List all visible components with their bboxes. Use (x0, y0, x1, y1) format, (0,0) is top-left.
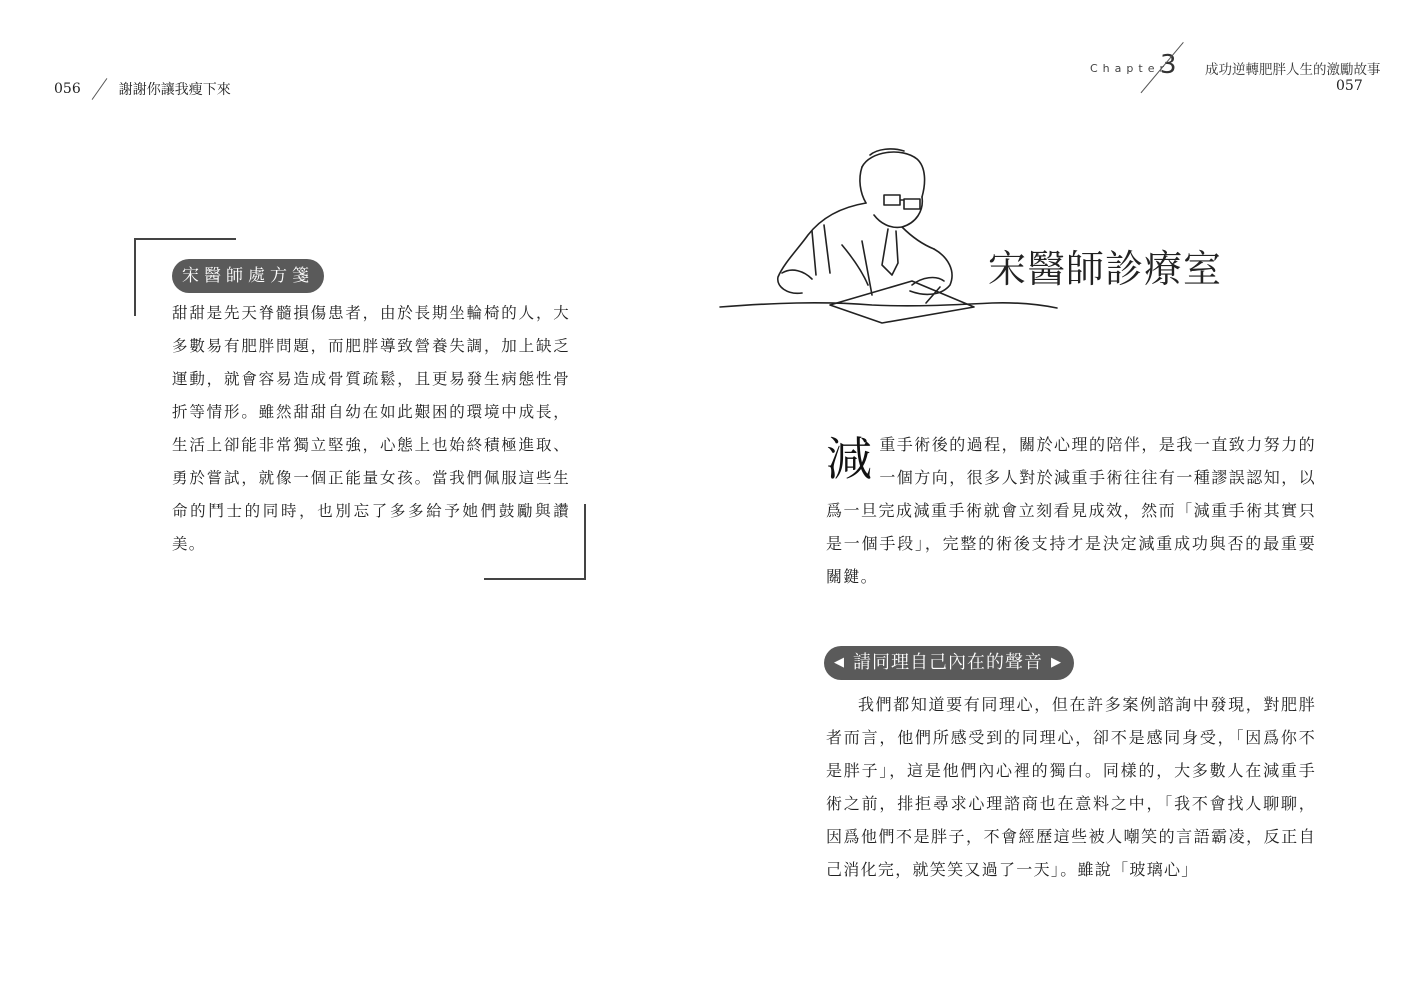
clinic-title: 宋醫師診療室 (988, 247, 1223, 291)
left-triangle-icon: ◀ (834, 655, 845, 670)
prescription-text-block (172, 297, 570, 561)
book-title: 謝謝你讓我瘦下來 (118, 82, 231, 98)
right-triangle-icon: ▶ (1051, 655, 1062, 670)
box-corner-top-left (134, 238, 236, 240)
box-corner-top-left-vertical (134, 238, 136, 316)
box-corner-bottom-right-vertical (584, 504, 586, 580)
header-divider (89, 78, 111, 100)
chapter-word: Chapter (1090, 62, 1169, 75)
left-page-number: 056 (54, 81, 81, 97)
prescription-text: 甜甜是先天脊髓損傷患者，由於長期坐輪椅的人，大多數易有肥胖問題，而肥胖導致營養失調，加上缺乏運動，就會容易造成骨質疏鬆，且更易發生病態性骨折等情形。雖然甜甜自幼在如此艱困的環境中成長，生活上卻能非常獨立堅強，心態上也始終積極進取、勇於嘗試，就像一個正能量女孩。當我們佩服這些生命的鬥士的同時，也別忘了多多給予她們鼓勵與讚美。 (172, 304, 570, 553)
box-corner-bottom-right (484, 578, 586, 580)
drop-cap: 減 (826, 432, 874, 486)
section-body (826, 688, 1316, 886)
section-heading (824, 646, 1074, 680)
intro-text: 重手術後的過程，關於心理的陪伴，是我一直致力努力的一個方向，很多人對於減重手術往往有一種謬誤認知，以爲一旦完成減重手術就會立刻看見成效，然而「減重手術其實只是一個手段」，完整的術後支持才是決定減重成功與否的最重要關鍵。 (826, 435, 1316, 586)
chapter-title: 成功逆轉肥胖人生的激勵故事 (1205, 62, 1381, 78)
right-page-number: 057 (1336, 78, 1363, 94)
prescription-label: 宋醫師處方箋 (172, 259, 324, 293)
section-heading-text: 請同理自己內在的聲音 (853, 652, 1043, 673)
left-page-header (54, 78, 231, 100)
section-text: 我們都知道要有同理心，但在許多案例諮詢中發現，對肥胖者而言，他們所感受到的同理心，卻不是感同身受，「因爲你不是胖子」，這是他們內心裡的獨白。同樣的，大多數人在減重手術之前，排拒尋求心理諮商也在意料之中，「我不會找人聊聊，因爲他們不是胖子，不會經歷這些被人嘲笑的言語霸凌，反正自己消化完，就笑笑又過了一天」。雖說「玻璃心」 (826, 695, 1316, 879)
intro-paragraph (826, 428, 1316, 593)
chapter-number: 3 (1160, 50, 1177, 80)
